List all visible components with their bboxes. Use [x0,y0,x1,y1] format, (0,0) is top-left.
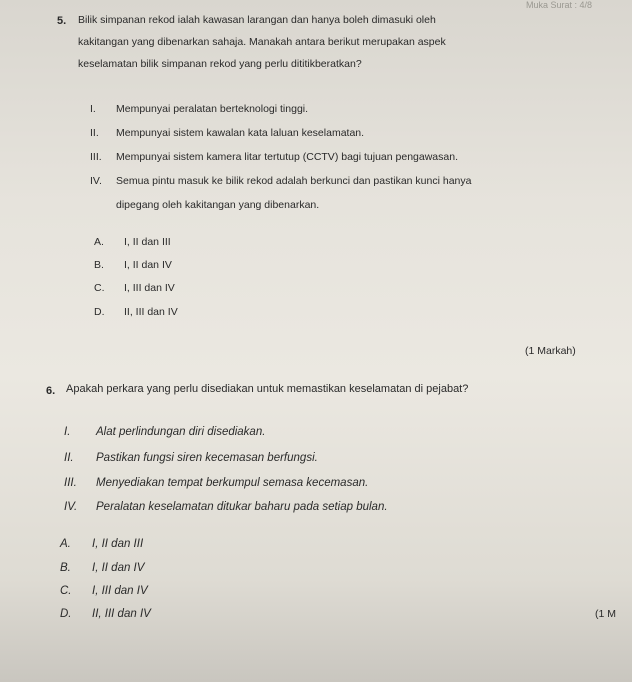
option-label: D. [60,608,72,620]
question-number: 6. [46,385,56,397]
statement-number: II. [64,452,74,464]
statement-text: Semua pintu masuk ke bilik rekod adalah berkunci dan pastikan kunci hanya [116,175,472,187]
statement-2 [64,449,604,469]
option-label: C. [94,282,105,294]
option-label: B. [60,562,71,574]
statement-4 [64,498,604,518]
option-c [94,282,394,298]
option-b [60,562,360,580]
question-stem-line: kakitangan yang dibenarkan sahaja. Manakah antara berikut merupakan aspek [78,36,446,48]
statement-3 [64,474,604,494]
option-label: D. [94,306,105,318]
option-d [60,608,360,626]
statement-number: III. [64,477,77,489]
statement-text: dipegang oleh kakitangan yang dibenarkan. [116,199,320,211]
statement-number: IV. [90,175,102,187]
statement-text: Pastikan fungsi siren kecemasan berfungsi. [96,452,318,464]
marks-label: (1 M [595,608,616,620]
question-stem-line: keselamatan bilik simpanan rekod yang perlu dititikberatkan? [78,58,362,70]
page-number-label: Muka Surat : 4/8 [525,0,592,10]
statement-1 [64,423,604,443]
option-b [94,259,394,275]
statement-2 [90,124,610,144]
statement-1 [90,100,610,120]
statement-text: Mempunyai sistem kawalan kata laluan keselamatan. [116,127,365,139]
statement-text: Mempunyai peralatan berteknologi tinggi. [116,103,309,115]
option-c [60,585,360,603]
option-text: I, II dan IV [124,259,172,271]
statement-3 [90,148,610,168]
option-text: II, III dan IV [124,306,178,318]
statement-text: Mempunyai sistem kamera litar tertutup (CCTV) bagi tujuan pengawasan. [116,151,458,163]
option-text: I, II dan III [92,538,144,550]
question-stem-line: Bilik simpanan rekod ialah kawasan larangan dan hanya boleh dimasuki oleh [78,14,436,26]
statement-number: II. [90,127,99,139]
option-text: I, II dan III [124,236,171,248]
statement-text: Menyediakan tempat berkumpul semasa kecemasan. [96,477,369,489]
option-label: B. [94,259,104,271]
question-stem-line: Apakah perkara yang perlu disediakan untuk memastikan keselamatan di pejabat? [66,383,469,395]
statement-number: III. [90,151,102,163]
option-text: I, II dan IV [92,562,145,574]
option-a [94,236,394,252]
statement-text: Peralatan keselamatan ditukar baharu pada setiap bulan. [96,501,388,513]
option-label: C. [60,585,72,597]
statement-number: I. [64,426,71,438]
option-label: A. [94,236,104,248]
option-label: A. [60,538,71,550]
option-d [94,306,394,322]
statement-number: IV. [64,501,78,513]
statement-text: Alat perlindungan diri disediakan. [96,426,266,438]
marks-label: (1 Markah) [525,345,576,357]
question-number: 5. [57,15,67,27]
statement-number: I. [90,103,96,115]
option-text: II, III dan IV [92,608,151,620]
option-a [60,538,360,556]
option-text: I, III dan IV [92,585,148,597]
statement-4 [90,172,610,212]
option-text: I, III dan IV [124,282,175,294]
